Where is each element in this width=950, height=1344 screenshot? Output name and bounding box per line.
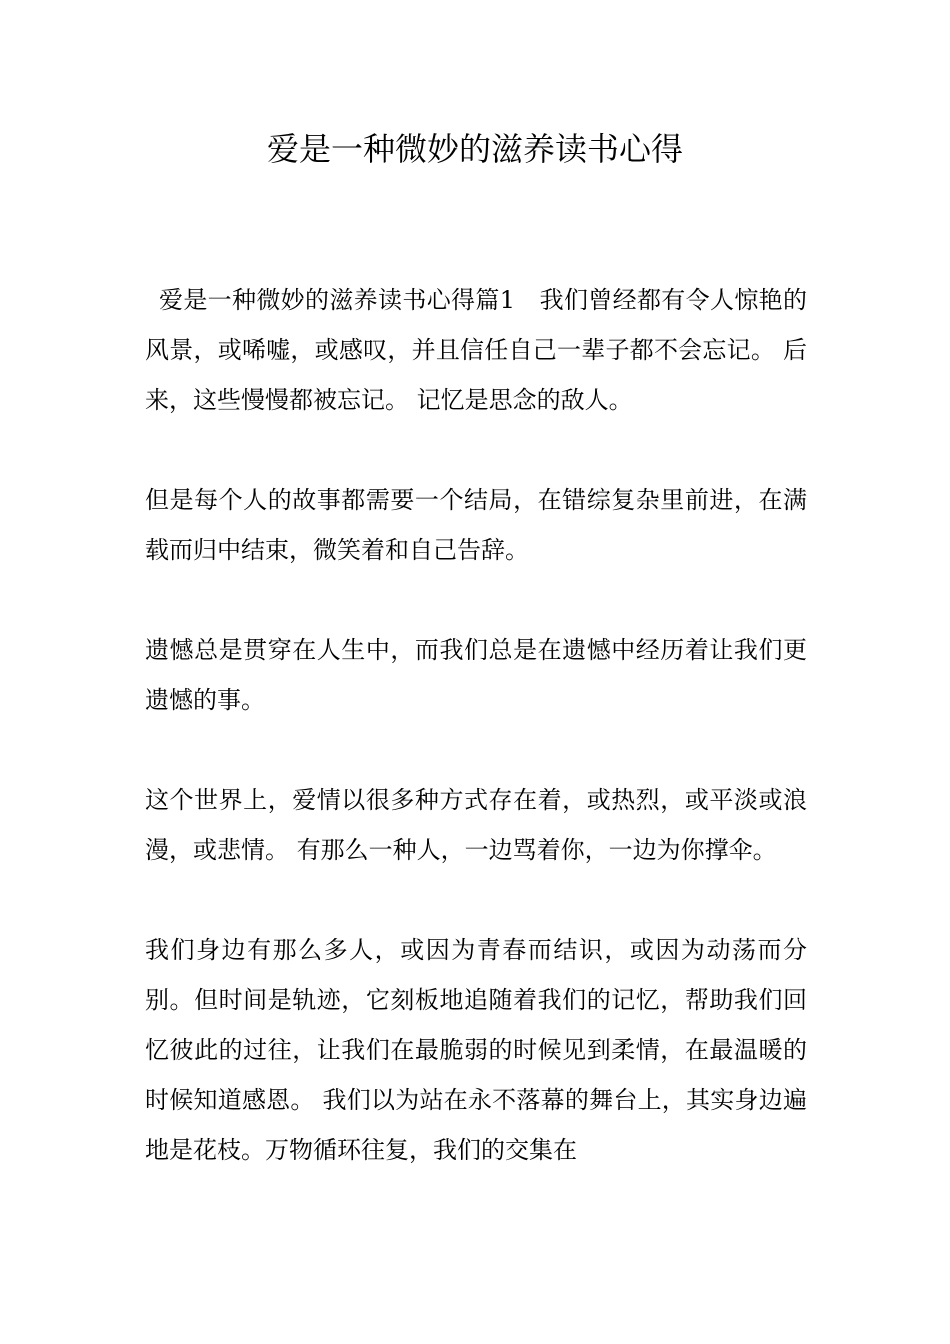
document-title: 爱是一种微妙的滋养读书心得 — [266, 130, 683, 168]
paragraph-4: 这个世界上，爱情以很多种方式存在着，或热烈，或平淡或浪漫，或悲情。 有那么一种人，一边骂着你，一边为你撑伞。 — [145, 786, 807, 864]
paragraph-3: 遗憾总是贯穿在人生中，而我们总是在遗憾中经历着让我们更遗憾的事。 — [145, 636, 807, 714]
paragraph-5: 我们身边有那么多人，或因为青春而结识，或因为动荡而分别。但时间是轨迹，它刻板地追随着我们的记忆，帮助我们回忆彼此的过往，让我们在最脆弱的时候见到柔情，在最温暖的时候知道感恩。 我们以为站在永不落幕的舞台上，其实身边遍地是花枝。万物循环往复，我们的交集在 — [145, 936, 807, 1164]
paragraph-2: 但是每个人的故事都需要一个结局，在错综复杂里前进，在满载而归中结束，微笑着和自己告辞。 — [145, 486, 807, 564]
document-body — [145, 275, 807, 1225]
paragraph-1: 爱是一种微妙的滋养读书心得篇1 我们曾经都有令人惊艳的风景，或唏嘘，或感叹，并且信任自己一辈子都不会忘记。 后来，这些慢慢都被忘记。 记忆是思念的敌人。 — [145, 286, 807, 414]
